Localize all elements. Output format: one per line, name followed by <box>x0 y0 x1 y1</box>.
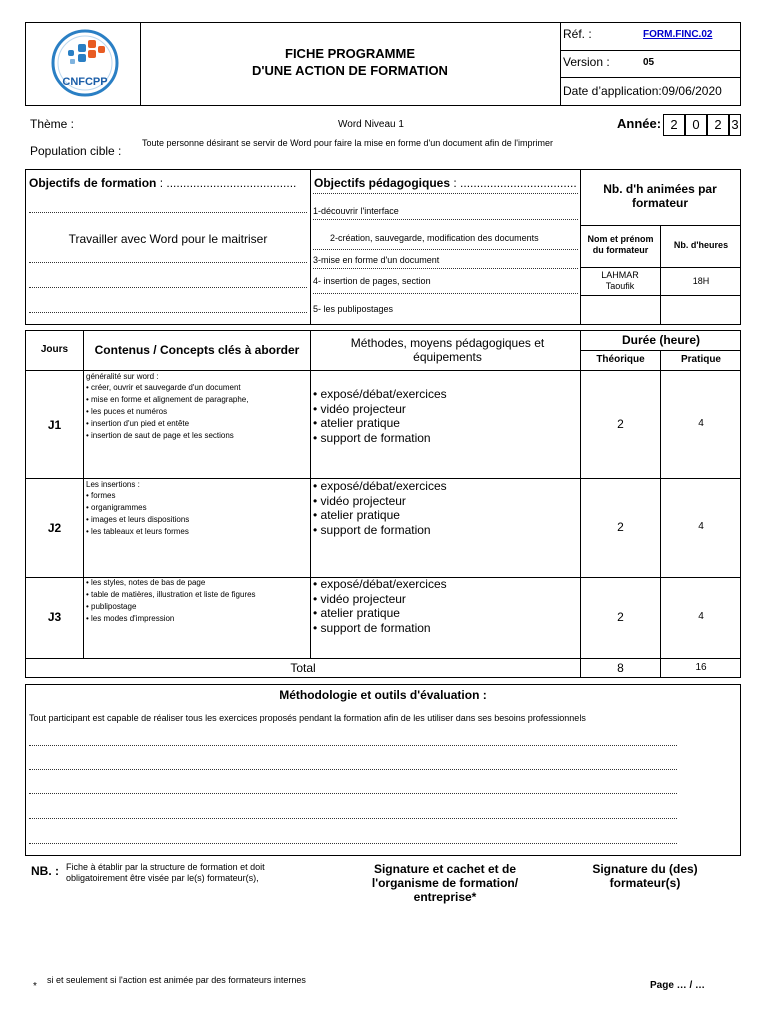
content-item: • mise en forme et alignement de paragraphe, <box>86 394 308 406</box>
methods-list: • exposé/débat/exercices • vidéo projecteur • atelier pratique • support de formation <box>313 387 447 445</box>
evaluation-text: Tout participant est capable de réaliser tous les exercices proposés pendant la formation afin de les utiliser dans ses besoins professionnels <box>29 713 586 723</box>
col-nom-formateur: Nom et prénom du formateur <box>587 234 654 255</box>
col-jours: Jours <box>40 344 69 355</box>
pratique-value: 4 <box>698 418 704 429</box>
methods-list: • exposé/débat/exercices • vidéo projecteur • atelier pratique • support de formation <box>313 479 447 537</box>
pedago-item-5: 5- les publipostages <box>313 304 394 314</box>
year-digit-3: 2 <box>707 114 729 136</box>
col-pratique: Pratique <box>680 354 721 365</box>
col-duree: Durée (heure) <box>621 333 701 347</box>
population-label: Population cible : <box>30 144 122 158</box>
theme-label: Thème : <box>30 117 75 131</box>
col-methodes: Méthodes, moyens pédagogiques et équipements <box>350 336 545 364</box>
pedago-item-2: 2-création, sauvegarde, modification des documents <box>330 233 539 243</box>
pratique-value: 4 <box>698 611 704 622</box>
col-contenus: Contenus / Concepts clés à aborder <box>94 343 300 357</box>
footnote-text: si et seulement si l'action est animée par des formateurs internes <box>47 975 306 985</box>
objectifs-formation-label: Objectifs de formation : ....................................... <box>29 176 297 190</box>
ref-value[interactable]: FORM.FINC.02 <box>643 29 713 40</box>
trainer-hours: 18H <box>692 276 710 286</box>
total-label: Total <box>290 661 316 675</box>
logo-text: CNFCPP <box>62 76 108 88</box>
year-digit-2: 0 <box>685 114 707 136</box>
day-label: J2 <box>47 521 62 535</box>
footnote-asterisk: * <box>33 981 37 992</box>
total-pratique: 16 <box>695 662 707 673</box>
logo <box>50 28 120 98</box>
doc-title-line1: FICHE PROGRAMME <box>285 46 415 61</box>
pratique-value: 4 <box>698 521 704 532</box>
theorique-value: 2 <box>617 610 624 624</box>
nb-label: NB. : <box>31 864 59 878</box>
evaluation-box <box>25 684 741 856</box>
content-item: • les styles, notes de bas de page <box>86 577 308 589</box>
evaluation-title: Méthodologie et outils d'évaluation : <box>279 688 487 702</box>
content-item: • organigrammes <box>86 502 308 514</box>
content-item: • les tableaux et leurs formes <box>86 526 308 538</box>
objectif-formation-text: Travailler avec Word pour le maitriser <box>68 232 268 246</box>
content-item: • les modes d'impression <box>86 613 308 625</box>
population-value: Toute personne désirant se servir de Word pour faire la mise en forme d'un document afin de l'imprimer <box>142 138 553 148</box>
annee-label: Année: <box>617 116 662 131</box>
day-label: J3 <box>47 610 62 624</box>
theme-value: Word Niveau 1 <box>338 119 404 130</box>
objectifs-pedagogiques-label: Objectifs pédagogiques : ................................... <box>314 176 577 190</box>
page-number: Page … / … <box>650 980 706 991</box>
signature-formateur: Signature du (des) formateur(s) <box>592 862 698 890</box>
content-item: • table de matières, illustration et liste de figures <box>86 589 308 601</box>
col-nb-heures: Nb. d'heures <box>673 240 729 250</box>
day-content: Les insertions : • formes • organigrammes • images et leurs dispositions • les tableaux et leurs formes <box>86 479 308 538</box>
day-content <box>86 577 308 625</box>
theorique-value: 2 <box>617 520 624 534</box>
total-theorique: 8 <box>617 661 624 675</box>
nb-text: Fiche à établir par la structure de formation et doit obligatoirement être visée par le(s) formateur(s), <box>66 862 265 883</box>
content-item: • insertion de saut de page et les sections <box>86 430 308 442</box>
application-date: Date d’application:09/06/2020 <box>563 84 722 98</box>
content-item: • les puces et numéros <box>86 406 308 418</box>
pedago-item-1: 1-découvrir l'interface <box>313 206 399 216</box>
col-theorique: Théorique <box>596 354 645 365</box>
pedago-item-3: 3-mise en forme d'un document <box>313 255 440 265</box>
content-item: • insertion d'un pied et entête <box>86 418 308 430</box>
pedago-item-4: 4- insertion de pages, section <box>313 276 431 286</box>
doc-title-line2: D'UNE ACTION DE FORMATION <box>252 63 448 78</box>
year-digit-1: 2 <box>663 114 685 136</box>
day-content: généralité sur word : • créer, ouvrir et sauvegarde d'un document • mise en forme et alignement de paragraphe, • les puces et numéros • insertion d'un pied et entête • insertion de saut de page et les sections <box>86 371 308 442</box>
methods-list: • exposé/débat/exercices • vidéo projecteur • atelier pratique • support de formation <box>313 577 447 635</box>
day-label: J1 <box>47 418 62 432</box>
version-label: Version : <box>563 55 610 69</box>
nb-heures-header: Nb. d'h animées par formateur <box>603 182 717 210</box>
ref-label: Réf. : <box>563 27 592 41</box>
content-item: • publipostage <box>86 601 308 613</box>
trainer-name: LAHMAR Taoufik <box>601 270 639 291</box>
version-value: 05 <box>643 57 655 68</box>
content-item: • images et leurs dispositions <box>86 514 308 526</box>
content-item: • formes <box>86 490 308 502</box>
signature-organisme: Signature et cachet et de l'organisme de formation/ entreprise* <box>371 862 519 904</box>
content-item: • créer, ouvrir et sauvegarde d'un document <box>86 382 308 394</box>
theorique-value: 2 <box>617 417 624 431</box>
year-digit-4: 3 <box>729 114 741 136</box>
